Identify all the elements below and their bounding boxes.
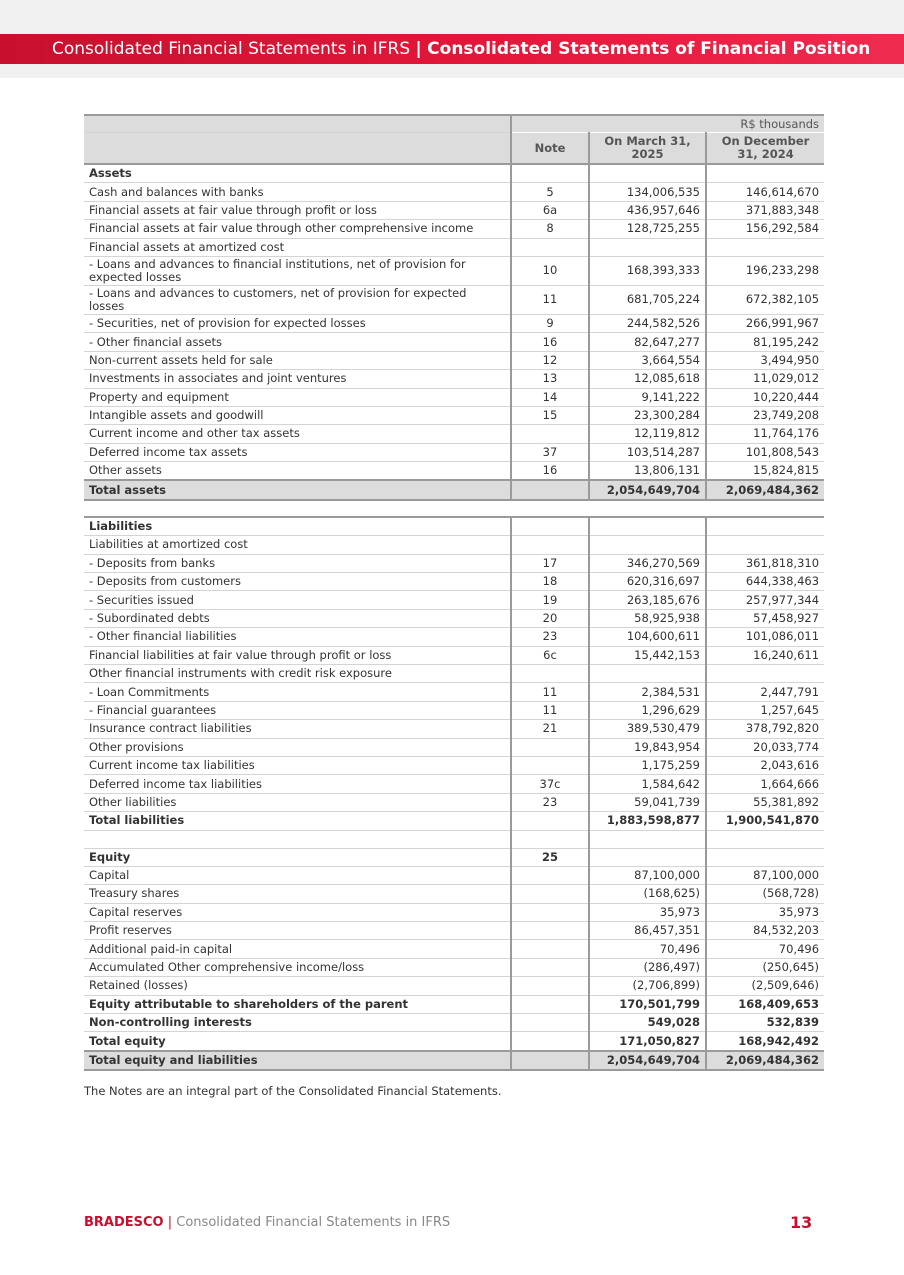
row-note: 16: [511, 462, 589, 481]
row-value-march-2025: 128,725,255: [589, 220, 706, 238]
row-value-december-2024: [706, 848, 824, 866]
row-value-march-2025: (2,706,899): [589, 977, 706, 995]
table-row: [84, 793, 824, 811]
row-value-march-2025: 103,514,287: [589, 443, 706, 461]
row-value-march-2025: [589, 830, 706, 848]
row-value-december-2024: [706, 517, 824, 536]
row-value-december-2024: 1,900,541,870: [706, 812, 824, 830]
row-note: 37c: [511, 775, 589, 793]
row-value-march-2025: 23,300,284: [589, 406, 706, 424]
row-note: [511, 664, 589, 682]
row-value-december-2024: 168,942,492: [706, 1032, 824, 1051]
table-row: [84, 536, 824, 554]
row-label: [84, 830, 511, 848]
row-value-december-2024: 84,532,203: [706, 922, 824, 940]
column-header-march-2025: On March 31, 2025: [589, 133, 706, 165]
row-note: [511, 1051, 589, 1070]
row-value-march-2025: 59,041,739: [589, 793, 706, 811]
row-value-march-2025: 58,925,938: [589, 609, 706, 627]
header-title-right: Consolidated Statements of Financial Position: [427, 39, 871, 59]
row-value-march-2025: 171,050,827: [589, 1032, 706, 1051]
row-label: Financial assets at fair value through profit or loss: [84, 201, 511, 219]
table-row: [84, 664, 824, 682]
row-label: Assets: [84, 164, 511, 183]
table-row: [84, 517, 824, 536]
table-row: [84, 554, 824, 572]
row-value-march-2025: [589, 517, 706, 536]
header-separator: |: [415, 39, 422, 59]
row-label: Equity attributable to shareholders of the parent: [84, 995, 511, 1013]
row-label: - Financial guarantees: [84, 701, 511, 719]
row-note: 16: [511, 333, 589, 351]
row-value-december-2024: 11,029,012: [706, 370, 824, 388]
row-label: Treasury shares: [84, 885, 511, 903]
row-label: Insurance contract liabilities: [84, 720, 511, 738]
row-value-december-2024: [706, 536, 824, 554]
row-value-december-2024: 1,257,645: [706, 701, 824, 719]
row-label: - Other financial liabilities: [84, 628, 511, 646]
row-note: 20: [511, 609, 589, 627]
footer-brand-name: BRADESCO: [84, 1215, 164, 1230]
row-value-december-2024: 55,381,892: [706, 793, 824, 811]
row-value-december-2024: 156,292,584: [706, 220, 824, 238]
row-value-march-2025: 436,957,646: [589, 201, 706, 219]
row-value-december-2024: 361,818,310: [706, 554, 824, 572]
table-row: [84, 701, 824, 719]
row-label: Capital: [84, 866, 511, 884]
row-value-december-2024: 1,664,666: [706, 775, 824, 793]
row-value-march-2025: 86,457,351: [589, 922, 706, 940]
row-note: [511, 238, 589, 256]
section-spacer-cell: [84, 500, 824, 517]
row-label: Total assets: [84, 480, 511, 499]
row-value-march-2025: 104,600,611: [589, 628, 706, 646]
table-row: [84, 573, 824, 591]
row-label: Financial assets at amortized cost: [84, 238, 511, 256]
row-value-december-2024: 23,749,208: [706, 406, 824, 424]
row-note: 9: [511, 314, 589, 332]
row-label: Non-current assets held for sale: [84, 351, 511, 369]
row-value-march-2025: 681,705,224: [589, 285, 706, 314]
table-row: [84, 285, 824, 314]
row-value-march-2025: [589, 848, 706, 866]
table-row: [84, 314, 824, 332]
row-label: Investments in associates and joint ventures: [84, 370, 511, 388]
row-note: 23: [511, 793, 589, 811]
sub-strip: [0, 64, 904, 78]
row-value-december-2024: 2,069,484,362: [706, 1051, 824, 1070]
row-value-march-2025: 12,119,812: [589, 425, 706, 443]
row-note: 5: [511, 183, 589, 201]
row-value-march-2025: 13,806,131: [589, 462, 706, 481]
row-value-december-2024: 257,977,344: [706, 591, 824, 609]
table-row: [84, 958, 824, 976]
row-value-march-2025: 70,496: [589, 940, 706, 958]
row-value-december-2024: (568,728): [706, 885, 824, 903]
row-label: Other financial instruments with credit risk exposure: [84, 664, 511, 682]
row-label: - Loans and advances to financial institutions, net of provision for expected losses: [84, 256, 511, 285]
row-note: [511, 536, 589, 554]
row-value-december-2024: 101,808,543: [706, 443, 824, 461]
row-note: [511, 812, 589, 830]
row-note: [511, 1032, 589, 1051]
row-note: 18: [511, 573, 589, 591]
row-note: 25: [511, 848, 589, 866]
row-value-december-2024: [706, 164, 824, 183]
row-label: Other assets: [84, 462, 511, 481]
row-note: 11: [511, 701, 589, 719]
row-value-march-2025: 9,141,222: [589, 388, 706, 406]
row-label: Total liabilities: [84, 812, 511, 830]
row-label: Liabilities: [84, 517, 511, 536]
table-row: [84, 922, 824, 940]
table-row: [84, 646, 824, 664]
table-row: [84, 628, 824, 646]
row-value-december-2024: (2,509,646): [706, 977, 824, 995]
row-value-december-2024: 644,338,463: [706, 573, 824, 591]
row-note: 14: [511, 388, 589, 406]
row-value-march-2025: 1,883,598,877: [589, 812, 706, 830]
row-value-march-2025: (286,497): [589, 958, 706, 976]
row-value-march-2025: 263,185,676: [589, 591, 706, 609]
table-row: [84, 256, 824, 285]
row-note: [511, 977, 589, 995]
header-title-left: Consolidated Financial Statements in IFRS: [52, 39, 411, 59]
table-row: [84, 738, 824, 756]
header-label-cell: [84, 133, 511, 165]
row-label: Current income and other tax assets: [84, 425, 511, 443]
row-note: 37: [511, 443, 589, 461]
table-row: [84, 903, 824, 921]
row-label: Other provisions: [84, 738, 511, 756]
table-row: [84, 885, 824, 903]
row-label: Deferred income tax liabilities: [84, 775, 511, 793]
footer-separator: |: [167, 1215, 173, 1230]
row-value-december-2024: 146,614,670: [706, 183, 824, 201]
row-value-december-2024: 2,069,484,362: [706, 480, 824, 499]
table-row: [84, 333, 824, 351]
row-note: [511, 830, 589, 848]
row-note: 6c: [511, 646, 589, 664]
row-value-december-2024: 196,233,298: [706, 256, 824, 285]
row-value-march-2025: (168,625): [589, 885, 706, 903]
row-label: Property and equipment: [84, 388, 511, 406]
row-value-march-2025: [589, 664, 706, 682]
table-row: [84, 940, 824, 958]
row-value-march-2025: 82,647,277: [589, 333, 706, 351]
row-value-december-2024: 57,458,927: [706, 609, 824, 627]
row-label: - Loan Commitments: [84, 683, 511, 701]
row-value-december-2024: 70,496: [706, 940, 824, 958]
row-note: 23: [511, 628, 589, 646]
row-value-march-2025: 19,843,954: [589, 738, 706, 756]
row-value-march-2025: 244,582,526: [589, 314, 706, 332]
row-label: - Other financial assets: [84, 333, 511, 351]
row-label: - Securities issued: [84, 591, 511, 609]
table-header-unit-row: [84, 115, 824, 133]
table-row: [84, 995, 824, 1013]
table-row: [84, 480, 824, 499]
row-value-december-2024: 3,494,950: [706, 351, 824, 369]
table-row: [84, 370, 824, 388]
row-value-march-2025: 1,296,629: [589, 701, 706, 719]
table-row: [84, 164, 824, 183]
row-value-december-2024: 11,764,176: [706, 425, 824, 443]
row-value-december-2024: 2,043,616: [706, 756, 824, 774]
row-label: - Subordinated debts: [84, 609, 511, 627]
row-label: - Securities, net of provision for expected losses: [84, 314, 511, 332]
page-header-banner: [0, 34, 904, 64]
column-header-december-2024: On December 31, 2024: [706, 133, 824, 165]
table-row: [84, 351, 824, 369]
row-note: [511, 425, 589, 443]
row-note: [511, 885, 589, 903]
row-value-march-2025: 2,054,649,704: [589, 480, 706, 499]
table-row: [84, 1032, 824, 1051]
table-row: [84, 977, 824, 995]
table-row: [84, 848, 824, 866]
row-value-march-2025: 346,270,569: [589, 554, 706, 572]
row-value-december-2024: 371,883,348: [706, 201, 824, 219]
row-value-december-2024: 15,824,815: [706, 462, 824, 481]
table-row: [84, 425, 824, 443]
row-label: Other liabilities: [84, 793, 511, 811]
row-value-december-2024: 378,792,820: [706, 720, 824, 738]
table-row: [84, 812, 824, 830]
table-row: [84, 220, 824, 238]
row-label: Financial liabilities at fair value through profit or loss: [84, 646, 511, 664]
row-value-march-2025: 620,316,697: [589, 573, 706, 591]
column-header-note: Note: [511, 133, 589, 165]
row-note: 11: [511, 683, 589, 701]
row-value-march-2025: 3,664,554: [589, 351, 706, 369]
row-value-march-2025: 12,085,618: [589, 370, 706, 388]
row-value-december-2024: [706, 664, 824, 682]
row-value-december-2024: 2,447,791: [706, 683, 824, 701]
row-note: [511, 164, 589, 183]
row-note: [511, 480, 589, 499]
table-row: [84, 183, 824, 201]
row-note: [511, 738, 589, 756]
footer-document-title: Consolidated Financial Statements in IFRS: [176, 1215, 451, 1230]
row-label: Current income tax liabilities: [84, 756, 511, 774]
table-row: [84, 1014, 824, 1032]
section-spacer: [84, 500, 824, 517]
row-value-december-2024: 101,086,011: [706, 628, 824, 646]
row-value-december-2024: 10,220,444: [706, 388, 824, 406]
table-row: [84, 388, 824, 406]
row-value-march-2025: 2,054,649,704: [589, 1051, 706, 1070]
row-value-december-2024: 81,195,242: [706, 333, 824, 351]
row-value-march-2025: 549,028: [589, 1014, 706, 1032]
footer-brand: [84, 1215, 450, 1230]
table-row: [84, 609, 824, 627]
table-row: [84, 201, 824, 219]
row-label: Capital reserves: [84, 903, 511, 921]
table-row: [84, 775, 824, 793]
row-note: [511, 922, 589, 940]
financial-position-table: [84, 114, 824, 1071]
row-value-march-2025: 134,006,535: [589, 183, 706, 201]
row-note: [511, 756, 589, 774]
table-row: [84, 238, 824, 256]
row-value-december-2024: 672,382,105: [706, 285, 824, 314]
row-label: - Loans and advances to customers, net of provision for expected losses: [84, 285, 511, 314]
row-note: 13: [511, 370, 589, 388]
row-label: Financial assets at fair value through other comprehensive income: [84, 220, 511, 238]
row-label: Non-controlling interests: [84, 1014, 511, 1032]
row-note: [511, 903, 589, 921]
row-label: Liabilities at amortized cost: [84, 536, 511, 554]
row-value-december-2024: 35,973: [706, 903, 824, 921]
row-note: 8: [511, 220, 589, 238]
row-label: Equity: [84, 848, 511, 866]
row-value-december-2024: 532,839: [706, 1014, 824, 1032]
row-label: Intangible assets and goodwill: [84, 406, 511, 424]
unit-label: R$ thousands: [511, 115, 824, 133]
table-header-row: [84, 133, 824, 165]
header-blank-cell: [84, 115, 511, 133]
table-row: [84, 683, 824, 701]
top-strip: [0, 0, 904, 34]
row-note: 6a: [511, 201, 589, 219]
row-value-march-2025: 170,501,799: [589, 995, 706, 1013]
row-label: Additional paid-in capital: [84, 940, 511, 958]
row-label: - Deposits from banks: [84, 554, 511, 572]
row-label: Total equity: [84, 1032, 511, 1051]
table-row: [84, 720, 824, 738]
row-label: - Deposits from customers: [84, 573, 511, 591]
table-row: [84, 591, 824, 609]
table-row: [84, 1051, 824, 1070]
table-row: [84, 406, 824, 424]
row-note: 21: [511, 720, 589, 738]
row-value-december-2024: 87,100,000: [706, 866, 824, 884]
row-note: [511, 866, 589, 884]
row-label: Accumulated Other comprehensive income/loss: [84, 958, 511, 976]
row-value-december-2024: 168,409,653: [706, 995, 824, 1013]
table-row: [84, 462, 824, 481]
row-note: 19: [511, 591, 589, 609]
row-value-march-2025: 15,442,153: [589, 646, 706, 664]
row-label: Profit reserves: [84, 922, 511, 940]
row-note: 10: [511, 256, 589, 285]
row-note: [511, 995, 589, 1013]
row-label: Cash and balances with banks: [84, 183, 511, 201]
row-value-march-2025: [589, 536, 706, 554]
row-note: [511, 958, 589, 976]
row-value-december-2024: [706, 238, 824, 256]
row-label: Retained (losses): [84, 977, 511, 995]
row-value-december-2024: 16,240,611: [706, 646, 824, 664]
row-note: [511, 517, 589, 536]
row-value-december-2024: (250,645): [706, 958, 824, 976]
row-value-march-2025: 1,175,259: [589, 756, 706, 774]
row-note: 17: [511, 554, 589, 572]
row-value-march-2025: 2,384,531: [589, 683, 706, 701]
row-value-march-2025: 168,393,333: [589, 256, 706, 285]
row-value-march-2025: 87,100,000: [589, 866, 706, 884]
row-note: [511, 1014, 589, 1032]
page-number: 13: [790, 1213, 813, 1232]
row-label: Total equity and liabilities: [84, 1051, 511, 1070]
row-value-march-2025: [589, 164, 706, 183]
row-note: 15: [511, 406, 589, 424]
row-value-march-2025: 1,584,642: [589, 775, 706, 793]
row-value-march-2025: 35,973: [589, 903, 706, 921]
row-value-december-2024: 20,033,774: [706, 738, 824, 756]
row-note: 11: [511, 285, 589, 314]
row-label: Deferred income tax assets: [84, 443, 511, 461]
table-row: [84, 866, 824, 884]
table-row: [84, 756, 824, 774]
table-row: [84, 830, 824, 848]
row-value-march-2025: [589, 238, 706, 256]
row-value-december-2024: [706, 830, 824, 848]
row-note: 12: [511, 351, 589, 369]
row-note: [511, 940, 589, 958]
footnote: The Notes are an integral part of the Consolidated Financial Statements.: [84, 1084, 502, 1098]
row-value-march-2025: 389,530,479: [589, 720, 706, 738]
table-row: [84, 443, 824, 461]
row-value-december-2024: 266,991,967: [706, 314, 824, 332]
